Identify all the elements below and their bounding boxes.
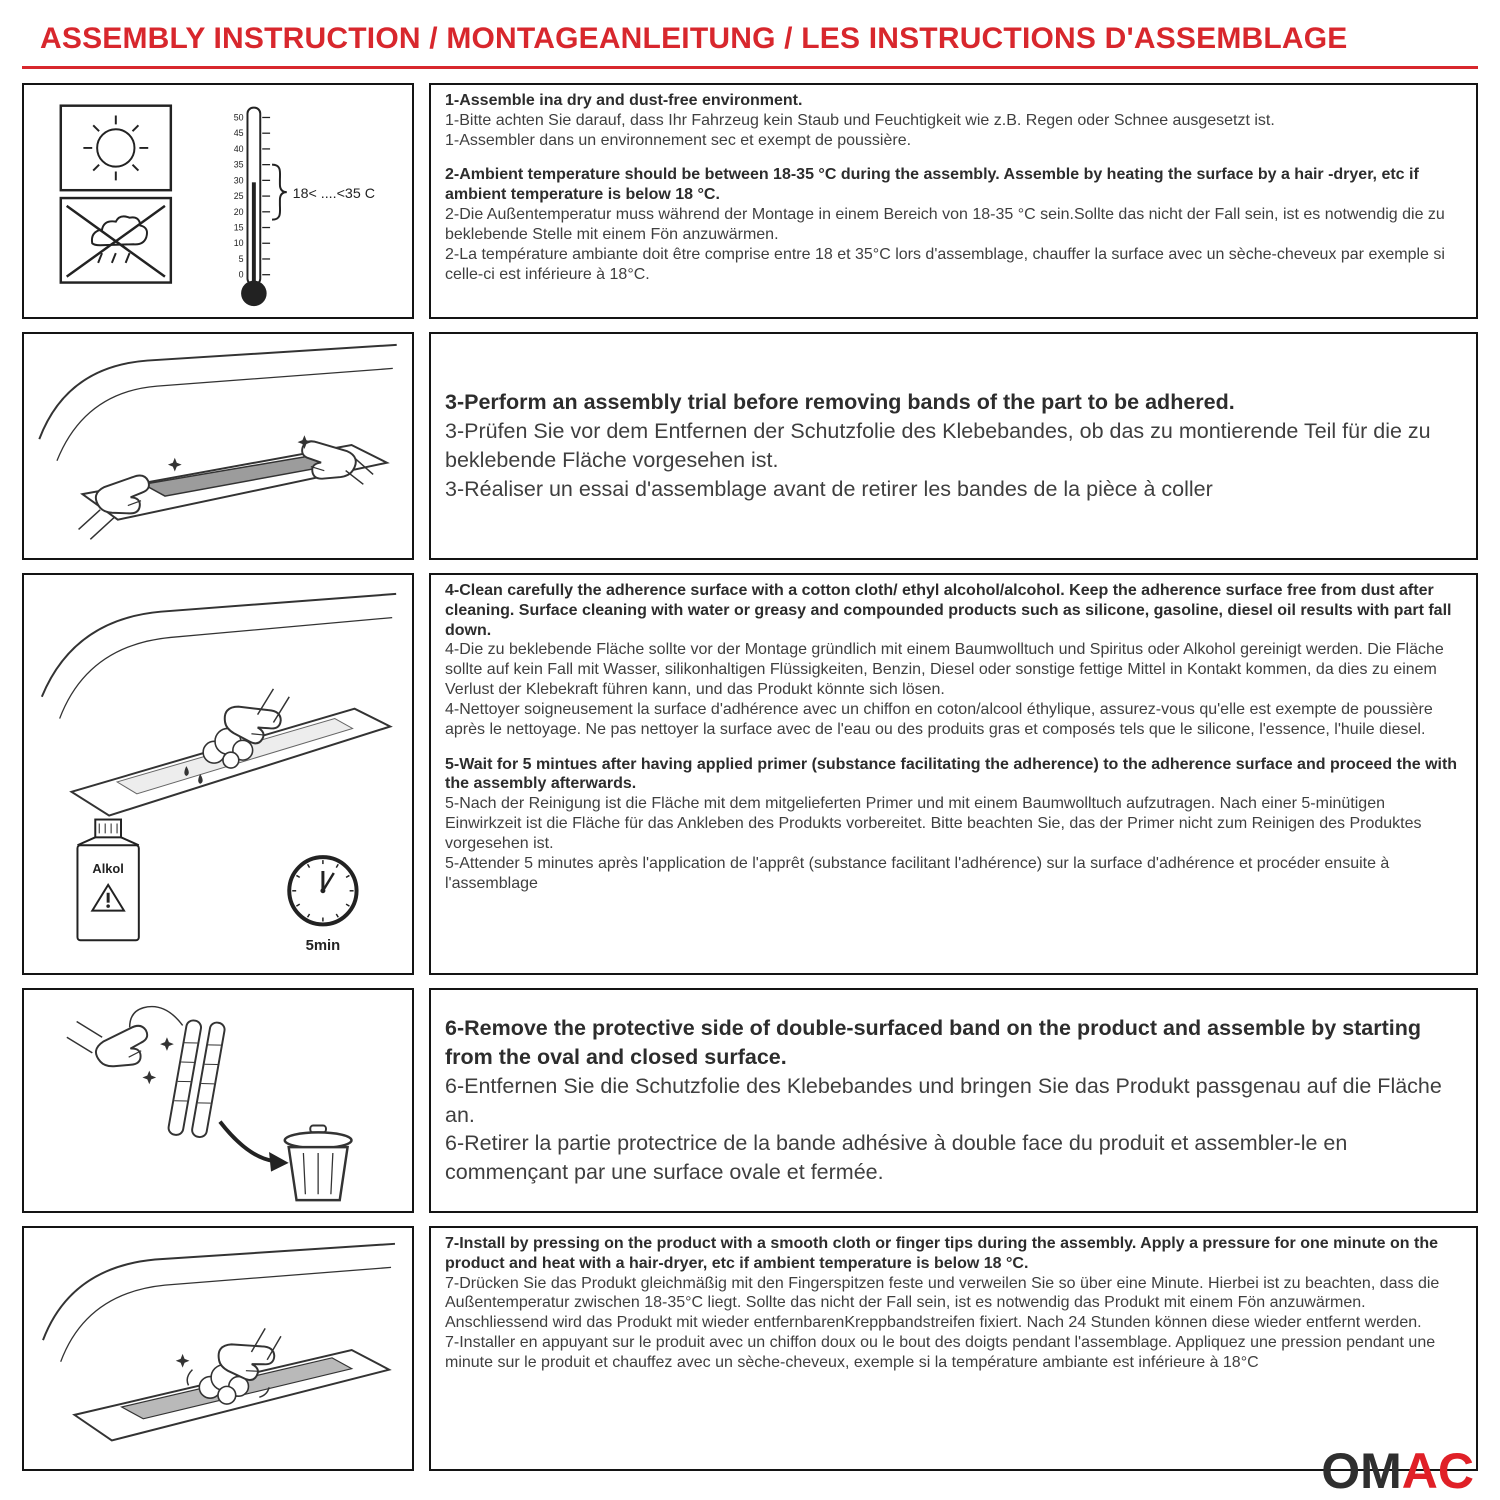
press-product-icon [26,1232,410,1466]
instruction-row-1 [22,83,1478,319]
temp-range-label: 18< ....<35 C [292,186,375,203]
environment-temperature-icon [26,88,410,314]
instruction-line: 3-Réaliser un essai d'assemblage avant de retirer les bandes de la pièce à coller [445,476,1213,501]
instruction-line: 5-Nach der Reinigung ist die Fläche mit dem mitgelieferten Primer und mit einem Baumwolltuch aufzutragen. Nach einer 5-minütigen Einwirkzeit ist die Fläche für das Ankleben des Produkts vorbereitet. Bitte beachten Sie, das der Primer nicht zum Reinigen des Produktes vorgesehen ist. [445,795,1422,852]
instruction-line: 4-Nettoyer soigneusement la surface d'adhérence avec un chiffon en coton/alcool éthylique, assurez-vous qu'elle est exempte de poussière après le nettoyage. Ne pas nettoyer la surface avec de l'eau ou des produits gras et composés tels que le silicone, l'essence, l'huile diesel. [445,700,1433,738]
thermometer-icon [234,108,375,306]
sparkle-icon [142,1070,156,1084]
illustration-box-peel [22,988,414,1213]
instruction-line: 2-Die Außentemperatur muss während der Montage in einem Bereich von 18-35 °C sein.Sollte das nicht der Fall sein, ist es notwendig die zu beklebende Stelle mit einem Fön anzuwärmen. [445,206,1445,243]
clock-label: 5min [305,938,341,955]
brand-logo-prefix: OM [1321,1443,1402,1499]
spacer [445,150,1462,165]
instruction-row-3 [22,573,1478,975]
instruction-line: 6-Entfernen Sie die Schutzfolie des Klebebandes und bringen Sie das Produkt passgenau auf die Fläche an. [445,1073,1442,1127]
instruction-line: 3-Perform an assembly trial before removing bands of the part to be adhered. [445,390,1235,415]
title-underline [22,66,1478,69]
instruction-line: 7-Drücken Sie das Produkt gleichmäßig mit den Fingerspitzen feste und verweilen Sie so über eine Minute. Hierbei ist zu beachten, dass die Außentemperatur zwischen 18-35°C liegt. Sollte das nicht der Fall sein, ist es notwendig das Produkt mit einem Fön anzuwärmen. Anschliessend wird das Produkt mit wieder entfernbarenKreppbandstreifen fixiert. Nach 24 Stunden können diese wieder entfernt werden. [445,1274,1440,1332]
sun-icon [83,116,148,181]
illustration-box-cleaning [22,573,414,975]
instruction-line: 1-Assembler dans un environnement sec et exempt de poussière. [445,131,912,149]
instruction-line: 7-Install by pressing on the product with a smooth cloth or finger tips during the assembly. Apply a pressure for one minute on the product and heat with a hair-dryer, etc if ambient temperature is below 18 °C. [445,1235,1438,1272]
left-hand-icon [79,474,153,539]
svg-text:45: 45 [233,128,244,139]
sparkle-icon [168,458,182,472]
instruction-line: 7-Installer en appuyant sur le produit avec un chiffon doux ou le bout des doigts pendant l'assemblage. Appliquez une pression pendant une minute sur le produit et chauffez avec un sèche-cheveux, exemple si la température ambiante est inférieure à 18°C [445,1334,1436,1371]
instruction-text-4 [429,988,1478,1213]
instruction-line: 2-Ambient temperature should be between 18-35 °C during the assembly. Assemble by heating the surface by a hair -dryer, etc if ambient temperature is below 18 °C. [445,166,1419,204]
peeled-film [130,1006,183,1027]
svg-text:40: 40 [233,143,244,154]
arrow-icon [220,1121,289,1171]
instruction-line: 5-Wait for 5 mintues after having applied primer (substance facilitating the adherence) to the adherence surface and proceed the with the assembly afterwards. [445,755,1458,793]
assembly-trial-icon [26,337,410,555]
adhesive-strips [167,1017,225,1140]
svg-text:10: 10 [233,238,244,249]
instruction-line: 5-Attender 5 minutes après l'application de l'apprêt (substance facilitant l'adhérence) sur la surface d'adhérence et procéder ensuite à l'assemblage [445,854,1390,892]
sparkle-icon [160,1037,174,1051]
illustration-box-environment [22,83,414,319]
instruction-text-2 [429,332,1478,560]
instruction-text-3 [429,573,1478,975]
instruction-row-2 [22,332,1478,560]
alcohol-bottle-icon [77,820,138,941]
clock-icon [289,857,356,954]
svg-text:25: 25 [233,191,244,202]
range-bracket [272,165,287,220]
svg-text:0: 0 [238,269,244,280]
instruction-line: 3-Prüfen Sie vor dem Entfernen der Schutzfolie des Klebebandes, ob das zu montierende Teil für die zu beklebende Fläche vorgesehen ist. [445,419,1431,472]
svg-text:35: 35 [233,159,244,170]
instruction-line: 1-Bitte achten Sie darauf, dass Ihr Fahrzeug kein Staub und Feuchtigkeit wie z.B. Regen oder Schnee ausgesetzt ist. [445,111,1275,129]
instruction-line: 2-La température ambiante doit être comprise entre 18 et 35°C lors d'assemblage, chauffer la surface avec un sèche-cheveux par exemple si celle-ci est inférieure à 18°C. [445,245,1445,283]
instruction-text-1 [429,83,1478,319]
clean-surface-icon [26,578,410,970]
svg-text:15: 15 [233,222,244,233]
hand-icon [67,1021,154,1073]
page-title: ASSEMBLY INSTRUCTION / MONTAGEANLEITUNG / LES INSTRUCTIONS D'ASSEMBLAGE [40,22,1348,55]
instruction-row-5 [22,1226,1478,1471]
brand-logo [1321,1443,1474,1499]
illustration-box-trial [22,332,414,560]
svg-text:5: 5 [238,253,244,264]
bottle-label: Alkol [92,860,124,876]
no-rain-icon [67,206,165,277]
instruction-line: 1-Assemble ina dry and dust-free environment. [445,92,803,109]
instruction-line: 6-Retirer la partie protectrice de la bande adhésive à double face du produit et assembler-le en commençant par une surface ovale et fermée. [445,1131,1348,1185]
svg-text:50: 50 [233,112,244,123]
instruction-line: 4-Die zu beklebende Fläche sollte vor der Montage gründlich mit einem Baumwolltuch und Spiritus oder Alkohol gereinigt werden. Die Fläche sollte auf kein Fall mit Wasser, silikonhaltigen Flüssigkeiten, Benzin, Diesel oder sonstige fettige Mittel in Kontakt kommen, da dies zu einem Verlust der Klebekraft führen kann, und das Produkt könnte sich lösen. [445,641,1444,699]
instruction-text-5 [429,1226,1478,1471]
svg-text:30: 30 [233,175,244,186]
instruction-line: 6-Remove the protective side of double-surfaced band on the product and assemble by starting from the oval and closed surface. [445,1016,1422,1069]
remove-protective-band-icon [26,994,410,1208]
brand-logo-suffix: AC [1401,1443,1474,1499]
illustration-box-press [22,1226,414,1471]
instruction-row-4 [22,988,1478,1213]
trash-can-icon [285,1125,352,1200]
spacer [445,740,1462,755]
svg-text:20: 20 [233,206,244,217]
instruction-line: 4-Clean carefully the adherence surface with a cotton cloth/ ethyl alcohol/alcohol. Keep the adherence surface free from dust after cleaning. Surface cleaning with water or greasy and compounded products such as silicone, gasoline, diesel oil results with part fall down. [445,582,1452,639]
sparkle-icon [176,1353,190,1367]
